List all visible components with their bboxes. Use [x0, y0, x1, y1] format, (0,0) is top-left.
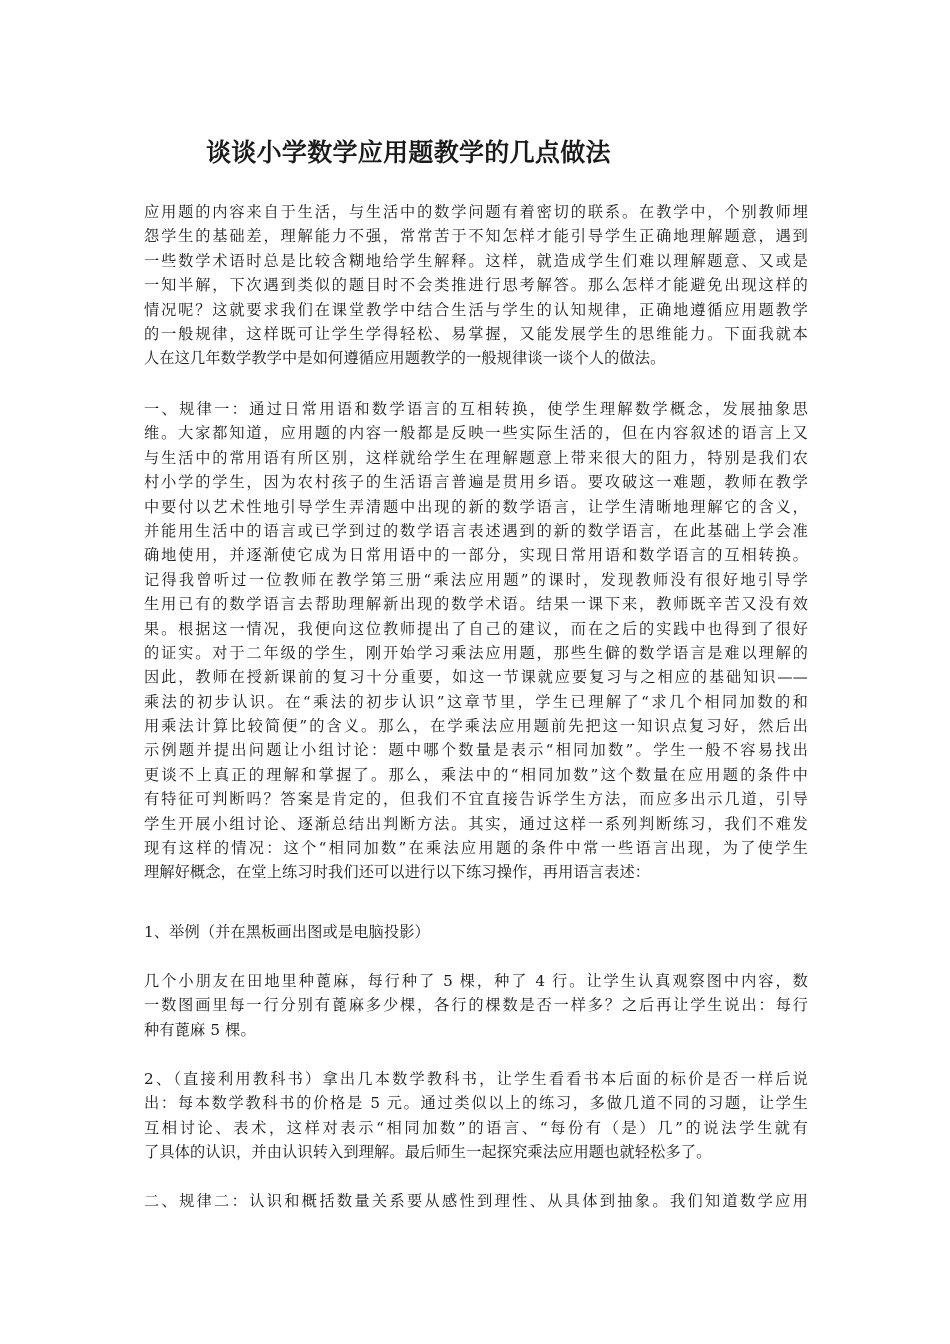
text-line: 了具体的认识，并由认识转入到理解。最后师生一起探究乘法应用题也就轻松多了。	[144, 1143, 712, 1162]
text-line: 示例题并提出问题让小组讨论：题中哪个数量是表示“相同加数”。学生一般不容易找出	[144, 741, 808, 760]
text-line: 与生活中的常用语有所区别，这样就给学生在理解题意上带来很大的阻力，特别是我们农	[144, 448, 808, 467]
text-line: 1、举例（并在黑板画出图或是电脑投影）	[144, 923, 430, 941]
text-line: 一知半解，下次遇到类似的题目时不会类推进行思考解答。那么怎样才能避免出现这样的	[144, 276, 808, 295]
text-line: 一些数学术语时总是比较含糊地给学生解释。这样，就造成学生们难以理解题意、又或是	[144, 251, 808, 270]
rule-one-paragraph	[144, 397, 808, 885]
text-line: 互相讨论、表术，这样对表示“相同加数”的语言、“每份有（是）几”的说法学生就有	[144, 1118, 808, 1137]
text-line: 因此，教师在授新课前的复习十分重要，如这一节课就应要复习与之相应的基础知识——	[144, 668, 808, 687]
text-line: 的一般规律，这样既可让学生学得轻松、易掌握，又能发展学生的思维能力。下面我就本	[144, 324, 808, 343]
text-line: 情况呢？这就要求我们在课堂教学中结合生活与学生的认知规律，正确地遵循应用题教学	[144, 300, 808, 319]
text-line: 几个小朋友在田地里种蓖麻，每行种了 5 棵，种了 4 行。让学生认真观察图中内容，数	[144, 972, 808, 990]
rule-two-paragraph	[144, 1189, 808, 1213]
text-line: 出：每本数学教科书的价格是 5 元。通过类似以上的练习，多做几道不同的习题，让学生	[144, 1094, 808, 1113]
text-line: 种有蓖麻 5 棵。	[144, 1020, 256, 1039]
example-one-paragraph	[144, 969, 808, 1042]
text-line: 学生开展小组讨论、逐渐总结出判断方法。其实，通过这样一系列判断练习，我们不难发	[144, 814, 808, 833]
text-line: 用乘法计算比较简便”的含义。那么，在学乘法应用题前先把这一知识点复习好，然后出	[144, 717, 808, 736]
text-line: 二、规律二：认识和概括数量关系要从感性到理性、从具体到抽象。我们知道数学应用	[144, 1192, 808, 1210]
text-line: 确地使用，并逐渐使它成为日常用语中的一部分，实现日常用语和数学语言的互相转换。	[144, 546, 808, 565]
text-line: 维。大家都知道，应用题的内容一般都是反映一些实际生活的，但在内容叙述的语言上又	[144, 424, 808, 443]
example-two-paragraph	[144, 1067, 808, 1165]
example-one-heading	[144, 920, 808, 944]
text-line: 一数图画里每一行分别有蓖麻多少棵，各行的棵数是否一样多？之后再让学生说出：每行	[144, 996, 808, 1015]
text-line: 人在这几年数学教学中是如何遵循应用题教学的一般规律谈一谈个人的做法。	[144, 349, 666, 368]
text-line: 的证实。对于二年级的学生，刚开始学习乘法应用题，那些生僻的数学语言是难以理解的	[144, 643, 808, 662]
text-line: 一、规律一：通过日常用语和数学语言的互相转换，使学生理解数学概念，发展抽象思	[144, 400, 808, 418]
document-title: 谈谈小学数学应用题教学的几点做法	[206, 138, 611, 167]
text-line: 乘法的初步认识。在“乘法的初步认识”这章节里，学生已理解了“求几个相同加数的和	[144, 692, 808, 711]
text-line: 有特征可判断吗？答案是肯定的，但我们不宜直接告诉学生方法，而应多出示几道，引导	[144, 790, 808, 809]
text-line: 理解好概念，在堂上练习时我们还可以进行以下练习操作，再用语言表述：	[144, 863, 651, 882]
text-line: 现有这样的情况：这个“相同加数”在乘法应用题的条件中常一些语言出现，为了使学生	[144, 839, 808, 858]
text-line: 中要付以艺术性地引导学生弄清题中出现的新的数学语言，让学生清晰地理解它的含义，	[144, 497, 808, 516]
text-line: 更谈不上真正的理解和掌握了。那么，乘法中的“相同加数”这个数量在应用题的条件中	[144, 765, 808, 784]
intro-paragraph	[144, 200, 808, 371]
text-line: 生用已有的数学语言去帮助理解新出现的数学术语。结果一课下来，教师既辛苦又没有效	[144, 595, 808, 614]
text-line: 记得我曾听过一位教师在教学第三册“乘法应用题”的课时，发现教师没有很好地引导学	[144, 570, 808, 589]
text-line: 怨学生的基础差，理解能力不强，常常苦于不知怎样才能引导学生正确地理解题意，遇到	[144, 227, 808, 246]
text-line: 村小学的学生，因为农村孩子的生活语言普遍是贯用乡语。要攻破这一难题，教师在教学	[144, 473, 808, 492]
text-line: 2、（直接利用教科书）拿出几本数学教科书，让学生看看书本后面的标价是否一样后说	[144, 1070, 808, 1088]
text-line: 果。根据这一情况，我便向这位教师提出了自己的建议，而在之后的实践中也得到了很好	[144, 619, 808, 638]
text-line: 并能用生活中的语言或已学到过的数学语言表述遇到的新的数学语言，在此基础上学会准	[144, 521, 808, 540]
text-line: 应用题的内容来自于生活，与生活中的数学问题有着密切的联系。在教学中，个别教师埋	[144, 203, 808, 221]
